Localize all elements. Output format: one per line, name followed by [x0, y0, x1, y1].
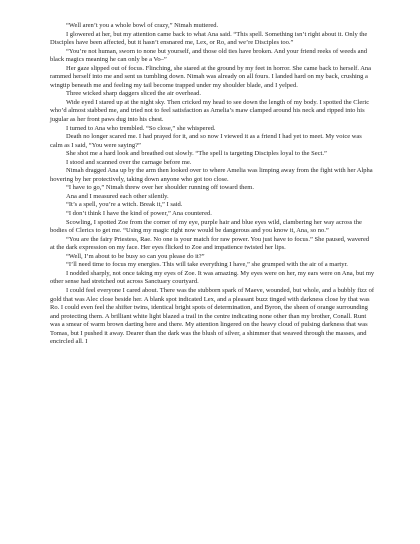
- paragraph: I could feel everyone I cared about. There was the stubborn spark of Maeve, wounded, but whole, and a bubbly fizz of gold that was Alec close beside her. A blank spot indicated Lex, and a pleasant buzz tinged with darkness close by that was Ro. I could even feel the shifter twins, identical bright spots of determination, and Byron, the sheen of orange surrounding and protecting them. A brilliant white light blazed a trail in the centre indicating none other than my brother, Conall. Runt was a smear of warm brown darting here and there. My attention lingered on the heavy cloud of pulsing darkness that was Tomas, but I pushed it away. Dearer than the dark was the blush of silver, a shimmer that weaved through the masses, and encircled all. I: [50, 286, 374, 346]
- paragraph: “It’s a spell, you’re a witch. Break it,” I said.: [66, 201, 183, 209]
- paragraph: Ana and I measured each other silently.: [66, 192, 169, 200]
- paragraph: Death no longer scared me. I had prayed for it, and so now I viewed it as a friend I had yet to meet. My voice was calm as I said, “You were saying?”: [50, 133, 362, 149]
- paragraph: Nimah dragged Ana up by the arm then looked over to where Amelia was limping away from the fight with her Alpha hovering by her protectively, taking down anyone who got too close.: [50, 167, 373, 183]
- paragraph: Wide eyed I stared up at the night sky. Then cricked my head to see down the length of my body. I spotted the Cleric who’d almost stabbed me, and tried not to feel satisfaction as Amelia’s maw clamped around his neck and ripped into his jugular as her front paws dug into his chest.: [50, 98, 370, 124]
- paragraph: “I have to go,” Nimah threw over her shoulder running off toward them.: [66, 184, 254, 192]
- paragraph: “I’ll need time to focus my energies. This will take everything I have,” she grumped with the air of a martyr.: [66, 261, 348, 269]
- paragraph: Three wicked sharp daggers sliced the air overhead.: [66, 90, 201, 98]
- paragraph: She shot me a hard look and breathed out slowly. “The spell is targeting Disciples loyal to the Sect.”: [66, 150, 327, 158]
- document-page: [50, 22, 375, 347]
- paragraph: “You are the fairy Priestess, Rae. No one is your match for raw power. You just have to focus.” She paused, wavered at the dark expression on my face. Her eyes flicked to Zoe and impatience twisted her lips.: [50, 235, 370, 252]
- paragraph: “I don’t think I have the kind of power,” Ana countered.: [66, 210, 212, 218]
- paragraph: I turned to Ana who trembled. “So close,” she whispered.: [66, 124, 216, 132]
- paragraph: “You’re not human, sworn to none but yourself, and those old ties have broken. And your friend reeks of weeds and black magics meaning he can only be a Vo–”: [50, 47, 367, 64]
- paragraph: Scowling, I spotted Zoe from the corner of my eye, purple hair and blue eyes wild, clambering her way across the bodies of Clerics to get me. “Using my magic right now would be dangerous and you know it, Ana, so no.”: [50, 218, 362, 235]
- paragraph: I stood and scanned over the carnage before me.: [66, 158, 192, 166]
- paragraph: Her gaze slipped out of focus. Flinching, she stared at the ground by my feet in horror. She came back to herself. Ana rammed herself into me and sent us tumbling down. Nimah was already on all fours. I landed hard on my back, crushing a wingtip beneath me and feeling my tail become trapped under my shoulder blade, and I yelped.: [50, 64, 372, 89]
- paragraph: “Well aren’t you a whole bowl of crazy,” Nimah muttered.: [66, 22, 219, 29]
- paragraph: I glowered at her, but my attention came back to what Ana said. “This spell. Something isn’t right about it. Only the Disciples have been affected, but it hasn’t ensnared me, Lex, or Ro, and we’re Disciples too.”: [50, 30, 368, 47]
- paragraph: I nodded sharply, not once taking my eyes of Zoe. It was amazing. My eyes were on her, my ears were on Ana, but my other sense had stretched out across Sanctuary courtyard.: [50, 269, 375, 286]
- paragraph: “Well, I’m about to be busy so can you please do it?”: [66, 252, 205, 260]
